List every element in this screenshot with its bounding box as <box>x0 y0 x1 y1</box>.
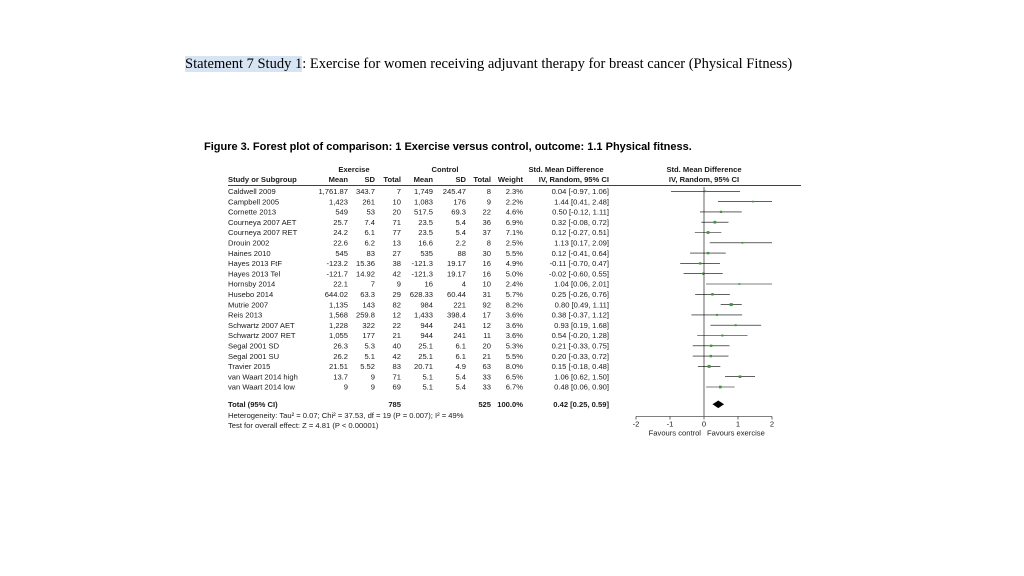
exercise-total: 27 <box>392 248 401 258</box>
study-weight: 3.6% <box>505 331 523 341</box>
exercise-total: 9 <box>396 279 401 289</box>
study-ci: 0.21 [-0.33, 0.75] <box>551 341 609 351</box>
effect-square <box>705 190 707 192</box>
control-total: 31 <box>482 290 491 299</box>
study-name: Reis 2013 <box>228 310 263 320</box>
control-sd: 176 <box>453 197 466 207</box>
exercise-total: 71 <box>392 217 401 227</box>
study-name: Haines 2010 <box>228 248 271 258</box>
exercise-mean: 13.7 <box>333 372 348 382</box>
exercise-total: 7 <box>396 187 401 196</box>
total-label: Total (95% CI) <box>228 400 278 409</box>
exercise-mean: 644.02 <box>324 290 348 299</box>
control-sd: 69.3 <box>451 207 466 217</box>
control-total: 92 <box>482 300 491 310</box>
exercise-total: 77 <box>392 228 401 238</box>
study-ci: 0.50 [-0.12, 1.11] <box>552 207 609 217</box>
effect-square <box>738 283 740 285</box>
exercise-total: 20 <box>392 207 401 217</box>
effect-square <box>735 324 737 326</box>
control-mean: -121.3 <box>411 269 433 279</box>
study-weight: 2.4% <box>505 279 523 289</box>
exercise-group-header: Exercise <box>338 165 370 174</box>
slide-title-highlight: Statement 7 Study 1 <box>185 56 303 72</box>
control-total: 9 <box>486 197 491 207</box>
control-sd: 5.4 <box>455 372 466 382</box>
control-sd: 241 <box>453 331 466 341</box>
study-ci: 0.48 [0.06, 0.90] <box>554 382 609 392</box>
exercise-sd: 63.3 <box>360 290 375 299</box>
control-sd: 221 <box>453 300 466 310</box>
study-name: Travier 2015 <box>228 362 271 372</box>
study-name: Courneya 2007 AET <box>228 217 297 227</box>
study-weight: 7.1% <box>505 228 523 238</box>
exercise-sd: 261 <box>362 197 375 207</box>
study-weight: 2.5% <box>505 238 523 248</box>
x-tick-label: 2 <box>769 419 775 429</box>
x-tick-label: -1 <box>666 419 674 429</box>
study-weight: 8.2% <box>505 300 523 310</box>
study-weight: 6.5% <box>505 372 523 382</box>
exercise-total: 71 <box>392 372 401 382</box>
study-ci: 0.12 [-0.27, 0.51] <box>551 228 609 238</box>
control-total: 33 <box>482 372 491 382</box>
control-sd: 6.1 <box>455 351 466 361</box>
exercise-total: 13 <box>392 238 401 248</box>
study-name: Mutrie 2007 <box>228 300 269 310</box>
study-weight: 3.6% <box>505 320 523 330</box>
control-mean: 628.33 <box>409 290 433 299</box>
overall-effect-text: Test for overall effect: Z = 4.81 (P < 0.00001) <box>228 421 379 430</box>
exercise-total: 83 <box>392 362 401 372</box>
study-ci: 0.32 [-0.08, 0.72] <box>551 217 609 227</box>
control-mean: 535 <box>420 248 433 258</box>
study-name: Caldwell 2009 <box>228 187 276 196</box>
study-ci: -0.02 [-0.60, 0.55] <box>549 269 609 279</box>
exercise-sd: 9 <box>370 382 375 392</box>
plot-subheader: IV, Random, 95% CI <box>668 175 740 184</box>
study-ci: 1.44 [0.41, 2.48] <box>554 197 609 207</box>
std-diff-group-header: Std. Mean Difference <box>528 165 604 174</box>
study-weight: 2.3% <box>505 187 523 196</box>
control-mean: 517.5 <box>413 207 433 217</box>
control-mean: 984 <box>420 300 433 310</box>
exercise-sd: 15.36 <box>355 259 375 269</box>
study-weight: 5.3% <box>505 341 523 351</box>
effect-square <box>714 221 717 224</box>
x-tick-label: -2 <box>632 419 640 429</box>
exercise-mean: 545 <box>335 248 348 258</box>
exercise-total: 69 <box>392 382 401 392</box>
effect-square <box>739 375 742 378</box>
total-exercise-n: 785 <box>388 400 401 409</box>
study-weight: 4.9% <box>505 259 523 269</box>
control-sd: 241 <box>453 320 466 330</box>
control-sd: 5.4 <box>455 228 466 238</box>
exercise-sd: 6.2 <box>364 238 375 248</box>
exercise-mean: 24.2 <box>333 228 348 238</box>
study-name: Schwartz 2007 RET <box>228 331 296 341</box>
control-total: 37 <box>482 228 491 238</box>
study-name: Campbell 2005 <box>228 197 280 207</box>
exercise-mean: 1,423 <box>328 197 348 207</box>
study-name: Schwartz 2007 AET <box>228 320 295 330</box>
exercise-sd: 143 <box>362 300 375 310</box>
exercise-sd: 5.52 <box>360 362 375 372</box>
control-total: 12 <box>482 320 491 330</box>
study-name: Courneya 2007 RET <box>228 228 298 238</box>
col-header-mean-control: Mean <box>413 175 433 184</box>
control-sd: 4.9 <box>455 362 466 372</box>
study-ci: 1.06 [0.62, 1.50] <box>554 372 609 382</box>
exercise-mean: 26.2 <box>333 351 348 361</box>
favours-exercise-label: Favours exercise <box>707 428 765 438</box>
study-ci: 0.04 [-0.97, 1.06] <box>551 187 609 196</box>
exercise-total: 21 <box>392 331 401 341</box>
control-mean: 944 <box>420 320 433 330</box>
exercise-sd: 14.92 <box>355 269 375 279</box>
exercise-mean: 26.3 <box>333 341 348 351</box>
effect-square <box>699 262 701 264</box>
favours-control-label: Favours control <box>648 428 701 438</box>
exercise-sd: 259.8 <box>355 310 375 320</box>
study-ci: 0.12 [-0.41, 0.64] <box>551 248 609 258</box>
control-sd: 2.2 <box>455 238 466 248</box>
exercise-sd: 7.4 <box>364 217 375 227</box>
exercise-mean: 1,135 <box>328 300 348 310</box>
exercise-sd: 343.7 <box>355 187 375 196</box>
control-group-header: Control <box>431 165 459 174</box>
control-sd: 245.47 <box>442 187 466 196</box>
exercise-total: 40 <box>392 341 401 351</box>
exercise-total: 38 <box>392 259 401 269</box>
exercise-mean: 21.51 <box>328 362 348 372</box>
col-header-study: Study or Subgroup <box>228 175 297 184</box>
exercise-mean: 9 <box>343 382 348 392</box>
exercise-total: 42 <box>392 351 401 361</box>
effect-square <box>730 303 733 306</box>
summary-diamond <box>713 401 725 409</box>
study-ci: -0.11 [-0.70, 0.47] <box>549 259 609 269</box>
study-name: Hornsby 2014 <box>228 279 276 289</box>
control-mean: 20.71 <box>413 362 433 372</box>
study-name: Hayes 2013 Tel <box>228 269 281 279</box>
slide-title-rest: : Exercise for women receiving adjuvant therapy for breast cancer (Physical Fitness) <box>302 56 793 72</box>
study-weight: 2.2% <box>505 197 523 207</box>
figure-heading: Figure 3. Forest plot of comparison: 1 Exercise versus control, outcome: 1.1 Physical fitness. <box>204 141 692 153</box>
control-total: 63 <box>482 362 491 372</box>
study-weight: 4.6% <box>505 207 523 217</box>
study-ci: 0.54 [-0.20, 1.28] <box>551 331 609 341</box>
control-sd: 4 <box>461 279 466 289</box>
control-mean: 5.1 <box>422 382 433 392</box>
study-ci: 1.04 [0.06, 2.01] <box>554 279 609 289</box>
study-name: Drouin 2002 <box>228 238 270 248</box>
col-header-total-control: Total <box>473 175 491 184</box>
study-weight: 8.0% <box>505 362 523 372</box>
exercise-total: 42 <box>392 269 401 279</box>
total-weight: 100.0% <box>497 400 523 409</box>
control-sd: 6.1 <box>455 341 466 351</box>
control-mean: 1,749 <box>413 187 433 196</box>
control-total: 30 <box>482 248 491 258</box>
exercise-total: 82 <box>392 300 401 310</box>
exercise-sd: 5.3 <box>364 341 375 351</box>
effect-square <box>716 314 718 316</box>
exercise-sd: 177 <box>362 331 375 341</box>
exercise-sd: 9 <box>370 372 375 382</box>
study-ci: 1.13 [0.17, 2.09] <box>554 238 609 248</box>
effect-square <box>719 386 722 389</box>
study-weight: 5.7% <box>505 290 523 299</box>
control-sd: 398.4 <box>446 310 466 320</box>
effect-square <box>721 335 723 337</box>
study-ci: 0.93 [0.19, 1.68] <box>554 320 609 330</box>
study-weight: 3.6% <box>505 310 523 320</box>
col-header-sd-control: SD <box>455 175 466 184</box>
col-header-sd-exercise: SD <box>364 175 375 184</box>
exercise-sd: 53 <box>366 207 375 217</box>
study-weight: 5.5% <box>505 248 523 258</box>
total-control-n: 525 <box>478 400 491 409</box>
control-mean: 5.1 <box>422 372 433 382</box>
control-mean: 1,083 <box>413 197 433 207</box>
col-header-ci: IV, Random, 95% CI <box>538 175 609 184</box>
control-mean: 16 <box>424 279 433 289</box>
study-weight: 6.7% <box>505 382 523 392</box>
control-sd: 5.4 <box>455 382 466 392</box>
study-ci: 0.15 [-0.18, 0.48] <box>551 362 609 372</box>
control-total: 20 <box>482 341 491 351</box>
control-total: 22 <box>482 207 491 217</box>
control-mean: 25.1 <box>418 341 433 351</box>
col-header-total-exercise: Total <box>383 175 401 184</box>
control-total: 8 <box>486 187 491 196</box>
study-name: Hayes 2013 FtF <box>228 259 283 269</box>
control-total: 21 <box>482 351 491 361</box>
x-tick-label: 1 <box>735 419 741 429</box>
effect-square <box>707 252 709 254</box>
exercise-mean: 549 <box>335 207 348 217</box>
study-ci: 0.25 [-0.26, 0.76] <box>551 290 609 299</box>
plot-group-header: Std. Mean Difference <box>666 165 742 174</box>
control-sd: 19.17 <box>446 259 466 269</box>
exercise-total: 10 <box>392 197 401 207</box>
x-tick-label: 0 <box>701 419 707 429</box>
exercise-sd: 5.1 <box>364 351 375 361</box>
study-name: van Waart 2014 high <box>228 372 298 382</box>
study-name: Segal 2001 SD <box>228 341 280 351</box>
heterogeneity-text: Heterogeneity: Tau² = 0.07; Chi² = 37.53, df = 19 (P = 0.007); I² = 49% <box>228 411 464 420</box>
effect-square <box>720 211 722 213</box>
control-total: 16 <box>482 269 491 279</box>
total-ci: 0.42 [0.25, 0.59] <box>553 400 609 409</box>
control-mean: -121.3 <box>411 259 433 269</box>
control-mean: 23.5 <box>418 228 433 238</box>
exercise-mean: 1,055 <box>328 331 348 341</box>
study-ci: 0.80 [0.49, 1.11] <box>554 300 609 310</box>
exercise-total: 29 <box>392 290 401 299</box>
control-mean: 16.6 <box>418 238 433 248</box>
control-total: 8 <box>486 238 491 248</box>
exercise-mean: 1,228 <box>328 320 348 330</box>
effect-square <box>710 355 712 357</box>
control-total: 10 <box>482 279 491 289</box>
control-total: 11 <box>483 331 491 341</box>
control-sd: 5.4 <box>455 217 466 227</box>
exercise-total: 12 <box>392 310 401 320</box>
effect-square <box>742 242 744 244</box>
exercise-mean: 1,568 <box>328 310 348 320</box>
exercise-sd: 7 <box>370 279 375 289</box>
effect-square <box>708 365 711 368</box>
control-mean: 23.5 <box>418 217 433 227</box>
study-weight: 5.0% <box>505 269 523 279</box>
effect-square <box>710 345 712 347</box>
study-name: Cornette 2013 <box>228 207 277 217</box>
study-name: Segal 2001 SU <box>228 351 280 361</box>
study-weight: 5.5% <box>505 351 523 361</box>
study-name: Husebo 2014 <box>228 290 274 299</box>
control-sd: 19.17 <box>446 269 466 279</box>
exercise-sd: 83 <box>366 248 375 258</box>
exercise-mean: 22.6 <box>333 238 348 248</box>
exercise-mean: -123.2 <box>326 259 348 269</box>
exercise-sd: 322 <box>362 320 375 330</box>
exercise-mean: 25.7 <box>333 217 348 227</box>
control-sd: 88 <box>457 248 466 258</box>
exercise-total: 22 <box>392 320 401 330</box>
control-mean: 1,433 <box>413 310 433 320</box>
col-header-mean-exercise: Mean <box>328 175 348 184</box>
exercise-mean: -121.7 <box>326 269 348 279</box>
control-total: 36 <box>482 217 491 227</box>
exercise-mean: 1,761.87 <box>318 187 348 196</box>
effect-square <box>707 231 710 234</box>
exercise-mean: 22.1 <box>333 279 348 289</box>
col-header-weight: Weight <box>497 175 523 184</box>
exercise-sd: 6.1 <box>364 228 375 238</box>
study-ci: 0.38 [-0.37, 1.12] <box>551 310 609 320</box>
control-total: 16 <box>482 259 491 269</box>
control-sd: 60.44 <box>446 290 466 299</box>
control-mean: 25.1 <box>418 351 433 361</box>
study-weight: 6.9% <box>505 217 523 227</box>
study-ci: 0.20 [-0.33, 0.72] <box>551 351 609 361</box>
effect-square <box>711 293 713 295</box>
control-total: 33 <box>482 382 491 392</box>
effect-square <box>752 201 754 203</box>
study-name: van Waart 2014 low <box>228 382 295 392</box>
control-mean: 944 <box>420 331 433 341</box>
control-total: 17 <box>482 310 491 320</box>
